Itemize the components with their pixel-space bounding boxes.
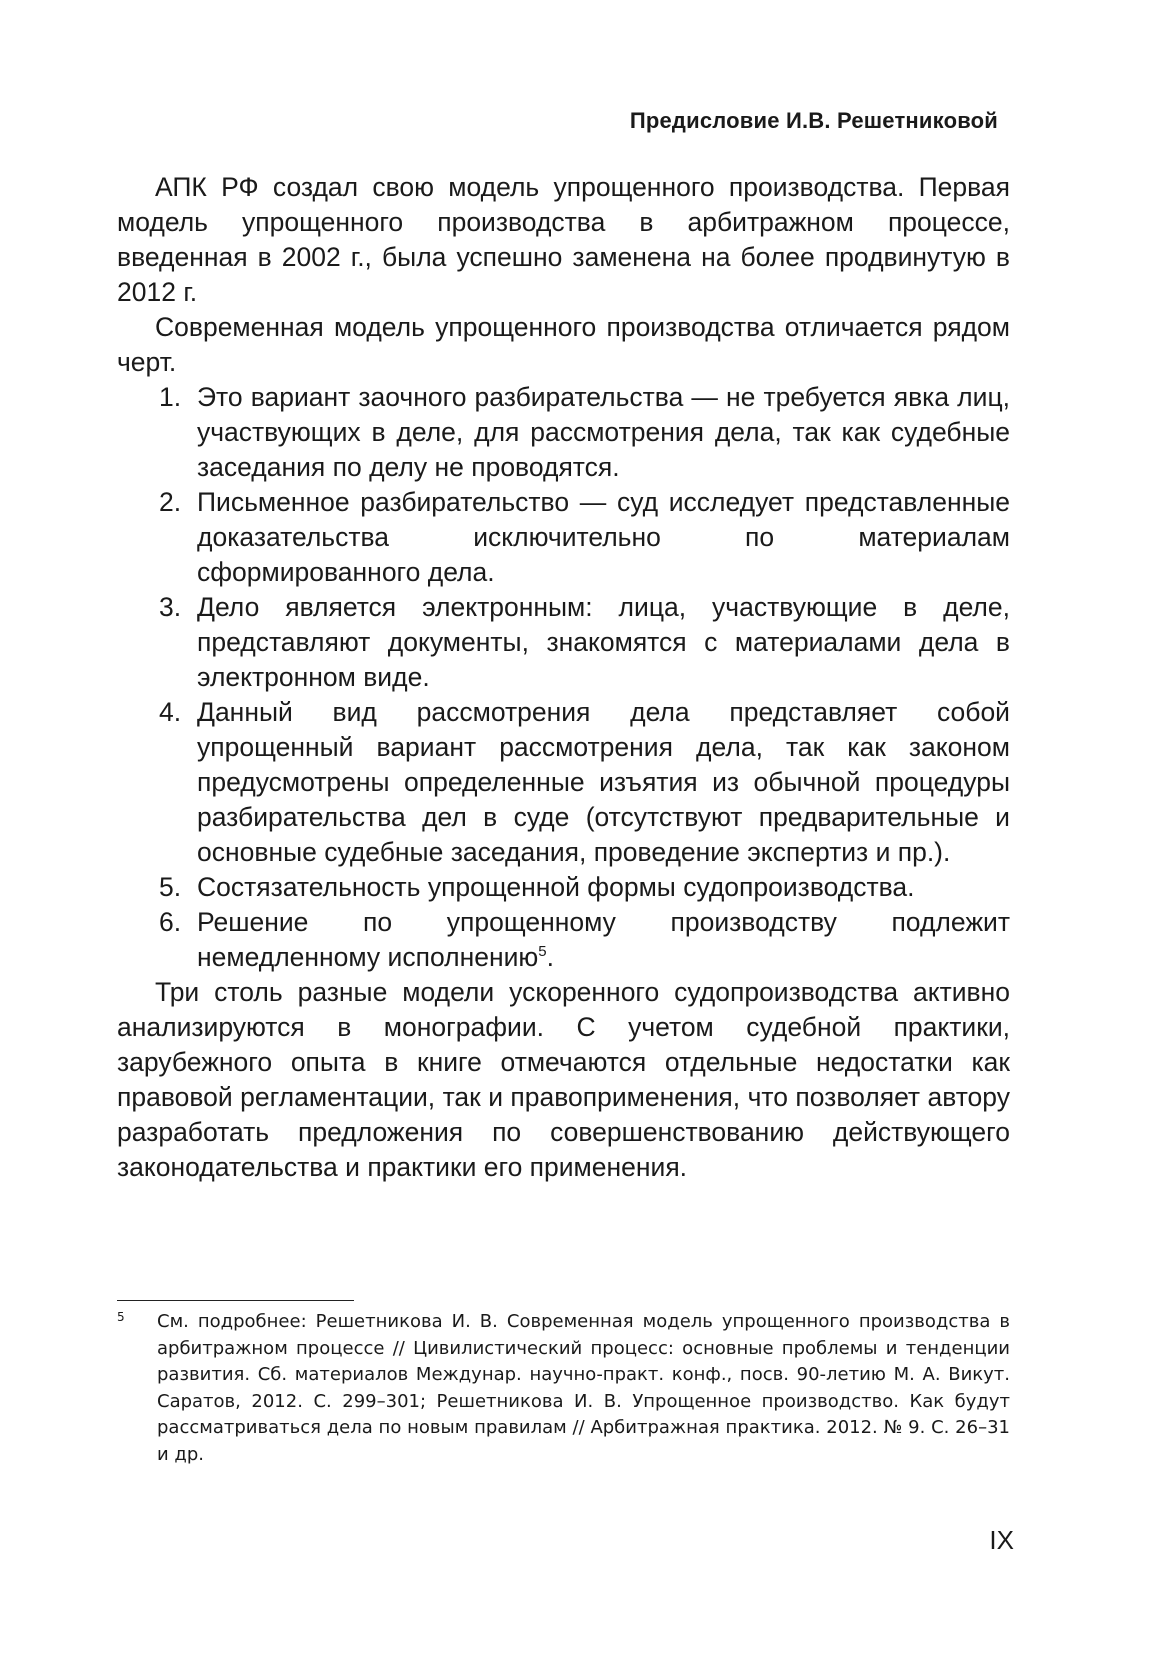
footnote-reference[interactable]: 5	[538, 943, 547, 961]
list-item-text: Состязательность упрощенной формы судопроизводства.	[197, 872, 915, 902]
main-text	[117, 170, 1010, 1185]
list-item	[117, 870, 1010, 905]
list-item	[117, 905, 1010, 975]
list-item-text: Данный вид рассмотрения дела представляет собой упрощенный вариант рассмотрения дела, так как законом предусмотрены определенные изъятия из обычной процедуры разбирательства дел в суде (отсутствуют предварительные и основные судебные заседания, проведение экспертиз и пр.).	[197, 697, 1010, 867]
footnote	[117, 1309, 1010, 1468]
footnote-text: См. подробнее: Решетникова И. В. Современная модель упрощенного производства в арбитражном процессе // Цивилистический процесс: основные проблемы и тенденции развития. Сб. материалов Междунар. научно-практ. конф., посв. 90-летию М. А. Викут. Саратов, 2012. С. 299–301; Решетникова И. В. Упрощенное производство. Как будут рассматриваться дела по новым правилам // Арбитражная практика. 2012. № 9. С. 26–31 и др.	[157, 1311, 1010, 1465]
paragraph: Три столь разные модели ускоренного судопроизводства активно анализируются в монографии. С учетом судебной практики, зарубежного опыта в книге отмечаются отдельные недостатки как правовой регламентации, так и правоприменения, что позволяет автору разработать предложения по совершенствованию действующего законодательства и практики его применения.	[117, 977, 1010, 1182]
paragraph: АПК РФ создал свою модель упрощенного производства. Первая модель упрощенного производства в арбитражном процессе, введенная в 2002 г., была успешно заменена на более продвинутую в 2012 г.	[117, 172, 1010, 307]
list-item	[117, 380, 1010, 485]
list-item-tail: .	[546, 942, 554, 972]
list-item-text: Решение по упрощенному производству подлежит немедленному исполнению	[197, 907, 1010, 972]
list-item-number: 2.	[159, 487, 182, 517]
list-item-number: 1.	[159, 382, 182, 412]
list-item-text: Это вариант заочного разбирательства — не требуется явка лиц, участвующих в деле, для рассмотрения дела, так как судебные заседания по делу не проводятся.	[197, 382, 1010, 482]
list-item	[117, 485, 1010, 590]
list-item	[117, 695, 1010, 870]
footnote-mark: 5	[117, 1310, 125, 1324]
features-list	[117, 380, 1010, 975]
footnote-divider	[117, 1300, 354, 1301]
list-item-text: Письменное разбирательство — суд исследует представленные доказательства исключительно по материалам сформированного дела.	[197, 487, 1010, 587]
list-item-number: 4.	[159, 697, 182, 727]
list-item-number: 6.	[159, 907, 182, 937]
page-number: IX	[989, 1525, 1014, 1555]
list-item	[117, 590, 1010, 695]
list-item-number: 3.	[159, 592, 182, 622]
paragraph: Современная модель упрощенного производства отличается рядом черт.	[117, 312, 1010, 377]
running-header: Предисловие И.В. Решетниковой	[629, 108, 998, 133]
list-item-text: Дело является электронным: лица, участвующие в деле, представляют документы, знакомятся с материалами дела в электронном виде.	[197, 592, 1010, 692]
list-item-number: 5.	[159, 872, 182, 902]
